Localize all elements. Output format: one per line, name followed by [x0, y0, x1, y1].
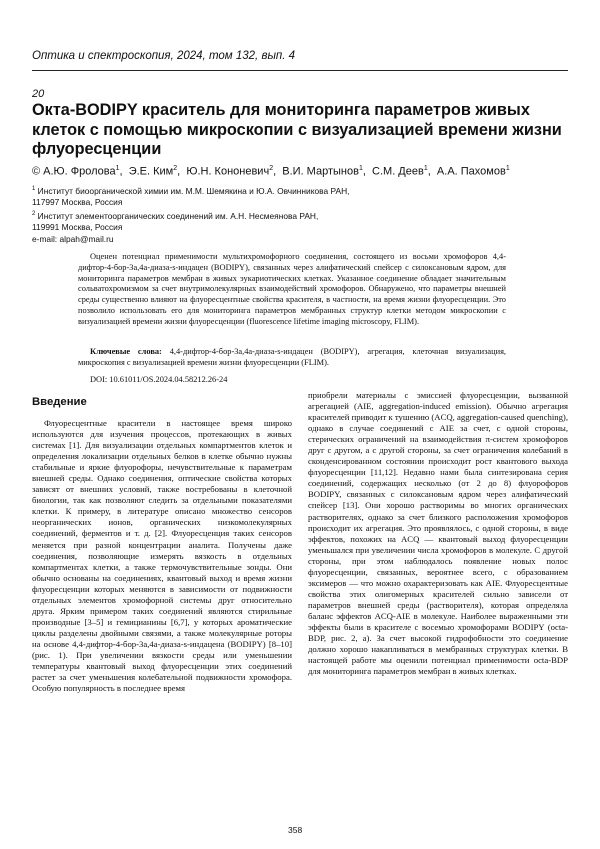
author-affiliation-mark: 1 [358, 165, 363, 172]
author-affiliation-mark: 2 [269, 165, 274, 172]
affiliation [32, 184, 349, 197]
author: С.М. Деев [372, 165, 424, 178]
body-column-left: Флуоресцентные красители в настоящее время широко используются для изучения процессов, протекающих в живых системах [1]. Для визуализации отдельных компартментов клеток и определения локализации отдельных белков в клетке обычно нужны стабильные и яркие флуорофоры, нечувствительные к параметрам внешней среды. Однако соединения, оптические свойства которых зависят от внешних условий, также востребованы в клеточной биологии, так как позволяют следить за отдельными показателями клетки. К примеру, в литературе описано множество сенсоров неорганических ионов, органических низкомолекулярных соединений, ферментов и т. д. [2]. Флуоресценция таких сенсоров меняется при разной концентрации аналита. Получены даже соединения, позволяющие измерять вязкость в отдельных компартментах клетки, а также термочувствительные зонды. Они обычно основаны на соединениях, квантовый выход и время жизни флуоресценции которых меняются в зависимости от подвижности отдельных элементов хромофорной системы друг относительно друга. Ярким примером таких соединений являются стирильные производные [3–5] и гемицианины [6,7], у которых ароматические циклы разделены двойными связями, а также молекулярные роторы на основе 4,4-дифтор-4-бор-3а,4а-диаза-s-индацена (BODIPY) [8–10] (рис. 1). При увеличении вязкости среды или уменьшении температуры квантовый выход флуоресценции этих соединений растет за счет уменьшения колебательной подвижности хромофора. Особую популярность в последнее время [32, 418, 292, 694]
affiliation-number: 1 [32, 186, 36, 192]
keywords-text: 4,4-дифтор-4-бор-3а,4а-диаза-s-индацен (BODIPY), агрегация, клеточная визуализация, микроскопия с визуализацией времени жизни флуоресценции (FLIM). [78, 347, 507, 367]
author-affiliation-mark: 1 [115, 165, 120, 172]
keywords-label: Ключевые слова: [90, 347, 162, 356]
affiliations [32, 184, 349, 246]
page-number: 358 [288, 825, 303, 835]
author-affiliation-mark: 1 [423, 165, 428, 172]
doi: DOI: 10.61011/OS.2024.04.58212.26-24 [90, 375, 228, 384]
keywords [78, 347, 506, 369]
author-affiliation-mark: 1 [505, 165, 510, 172]
paper-title: Окта-BODIPY краситель для мониторинга параметров живых клеток с помощью микроскопии с визуализацией времени жизни флуоресценции [32, 101, 562, 158]
affiliation-number: 2 [32, 210, 36, 217]
affiliation-address: 117997 Москва, Россия [32, 197, 123, 208]
author-affiliation-mark: 2 [173, 165, 178, 172]
author: В.И. Мартынов [282, 165, 359, 178]
author: Э.Е. Ким [128, 165, 174, 178]
journal-header: Оптика и спектроскопия, 2024, том 132, вып. 4 [32, 50, 296, 62]
author: Ю.Н. Кононевич [186, 165, 270, 178]
abstract: Оценен потенциал применимости мультихромофорного соединения, состоящего из восьми хромофоров 4,4-дифтор-4-бор-3а,4а-диаза-s-индацен (BODIPY), связанных через алифатический спейсер с силоксановым ядром, для мониторинга параметров мембран в живых эукариотических клетках. Указанное соединение обладает значительным сольватохромизмом за счет внутримолекулярных взаимодействий хромофоров. Обнаружено, что параметры внешней среды существенно влияют на флуоресцентные свойства красителя, в частности, на время жизни флуоресценции. Это позволило использовать его для мониторинга параметров мембранных структур клетки методом микроскопии с визуализацией времени жизни флуоресценции (fluorescence lifetime imaging microscopy, FLIM). [78, 252, 506, 326]
affiliation-name: Институт биоорганической химии им. М.М. Шемякина и Ю.А. Овчинникова РАН, [37, 185, 350, 196]
author: А.А. Пахомов [436, 165, 506, 178]
affiliation-address: 119991 Москва, Россия [32, 222, 123, 233]
author: © А.Ю. Фролова [32, 165, 116, 178]
affiliation [32, 209, 349, 222]
section-heading: Введение [32, 396, 87, 408]
contact-email: e-mail: alpah@mail.ru [32, 233, 114, 244]
header-divider [32, 70, 568, 71]
body-column-right: приобрели материалы с эмиссией флуоресценции, вызванной агрегацией (AIE, aggregation-induced emission). Обычно агрегация красителей приводит к тушению (ACQ, aggregation-caused quenching), однако в случае соединений с AIE за счет, с одной стороны, стерических ограничений на взаимодействия π-систем хромофоров друг с другом, а с другой стороны, за счет ограничения колебаний в сконденсированном состоянии происходит рост квантового выхода флуоресценции [11,12]. Недавно нами была синтезирована серия соединений, содержащих несколько (от 2 до 8) флуорофоров BODIPY, связанных с силоксановым ядром через алифатический спейсер [13]. Они хорошо растворимы во многих органических растворителях, однако за счет близкого расположения хромофоров происходит их агрегация. Это проявлялось, с одной стороны, в виде эффектов, похожих на ACQ — квантовый выход флуоресценции уменьшался при увеличении числа хромофоров в молекуле. С другой стороны, при этом наблюдалось появление новых полос флуоресценции, связанных, вероятнее всего, с образованием эксимеров — что можно охарактеризовать как AIE. Флуоресцентные свойства этих олигомерных красителей сильно зависели от параметров внешней среды (растворителя), которая определяла баланс эффектов ACQ-AIE в молекуле. Наиболее выраженными эти эффекты были в красителе с восемью хромофорами BODIPY (octa-BDP, рис. 2, a). За счет высокой гидрофобности это соединение должно хорошо накапливаться в мембранных структурах клетки. В настоящей работе мы оценили потенциал применимости octa-BDP для мониторинга параметров мембран в живых клетках. [308, 390, 568, 677]
section-number: 20 [32, 88, 45, 100]
author-list: © А.Ю. Фролова$^1$, Э.Е. Ким$^2$, Ю.Н. Кононевич$^2$, В.И. Мартынов$^1$, С.М. Деев$^1$, А.А. Пахомов$^1$ [32, 165, 510, 178]
affiliation-name: Институт элементоорганических соединений им. А.Н. Несмеянова РАН, [37, 210, 319, 221]
